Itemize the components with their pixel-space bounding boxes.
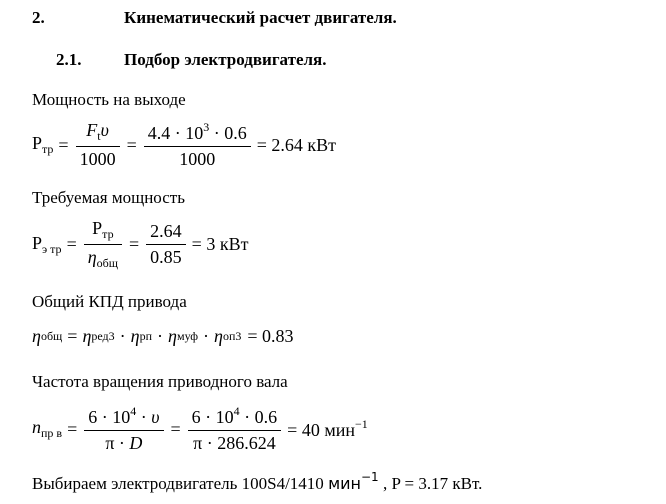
eq4-result: = 40 мин$^{-1}$ [287,417,368,440]
eq4-fraction-numeric: $\frac{6 \cdot 10^4 \cdot 0.6}{\pi \cdot 286.624}$ [188,404,282,454]
paragraph-motor-choice: Выбираем электродвигатель 100S4/1410 мин$^{-1}$ , P = 3.17 кВт. [32,470,483,493]
subsection-title: Подбор электродвигателя. [124,50,327,69]
eq2-result: = 3 кВт [191,234,249,254]
equation-required-power: $P_{э тр}$ = $\frac{P_{тр}}{\eta_{общ}}$ = $\frac{2.64}{0.85}$ = 3 кВт [32,218,249,270]
eq4-lhs: $n_{пр в}$ [32,417,63,440]
paragraph-efficiency: Общий КПД привода [32,292,187,311]
section-heading [32,8,397,28]
equation-output-power: $P_{тр}$ = $\frac{F_t\upsilon}{1000}$ = $\frac{4.4 \cdot 10^3 \cdot 0.6}{1000}$ = 2.64 кВт [32,120,336,169]
eq3-result: = 0.83 [247,326,294,346]
eq4-fraction-symbolic: $\frac{6 \cdot 10^4 \cdot \upsilon}{\pi \cdot D}$ [84,404,163,454]
subsection-heading [56,50,327,70]
eq2-fraction-numeric: $\frac{2.64}{0.85}$ [146,221,186,268]
paragraph-output-power: Мощность на выходе [32,90,186,109]
section-number: 2. [32,8,45,27]
eq2-lhs: $P_{э тр}$ [32,232,62,256]
eq2-fraction-symbolic: $\frac{P_{тр}}{\eta_{общ}}$ [84,218,122,271]
eq1-lhs: $P_{тр}$ [32,133,54,156]
equation-efficiency: η общ = η ред 3 · η рп · η муф · η оп 3 = 0.83 [32,326,294,346]
section-title: Кинематический расчет двигателя. [124,8,397,27]
subsection-number: 2.1. [56,50,82,69]
paragraph-required-power: Требуемая мощность [32,188,185,207]
paragraph-shaft-speed: Частота вращения приводного вала [32,372,288,391]
eq1-result: = 2.64 кВт [256,134,336,155]
eq1-fraction-symbolic: $\frac{F_t\upsilon}{1000}$ [76,120,120,170]
equation-shaft-speed: $n_{пр в}$ = $\frac{6 \cdot 10^4 \cdot \upsilon}{\pi \cdot D}$ = $\frac{6 \cdot 10^4 \cdot 0.6}{\pi \cdot 286.624}$ = 40 мин$^{-1}$ [32,404,368,453]
eq1-fraction-numeric: $\frac{4.4 \cdot 10^3 \cdot 0.6}{1000}$ [144,120,251,170]
